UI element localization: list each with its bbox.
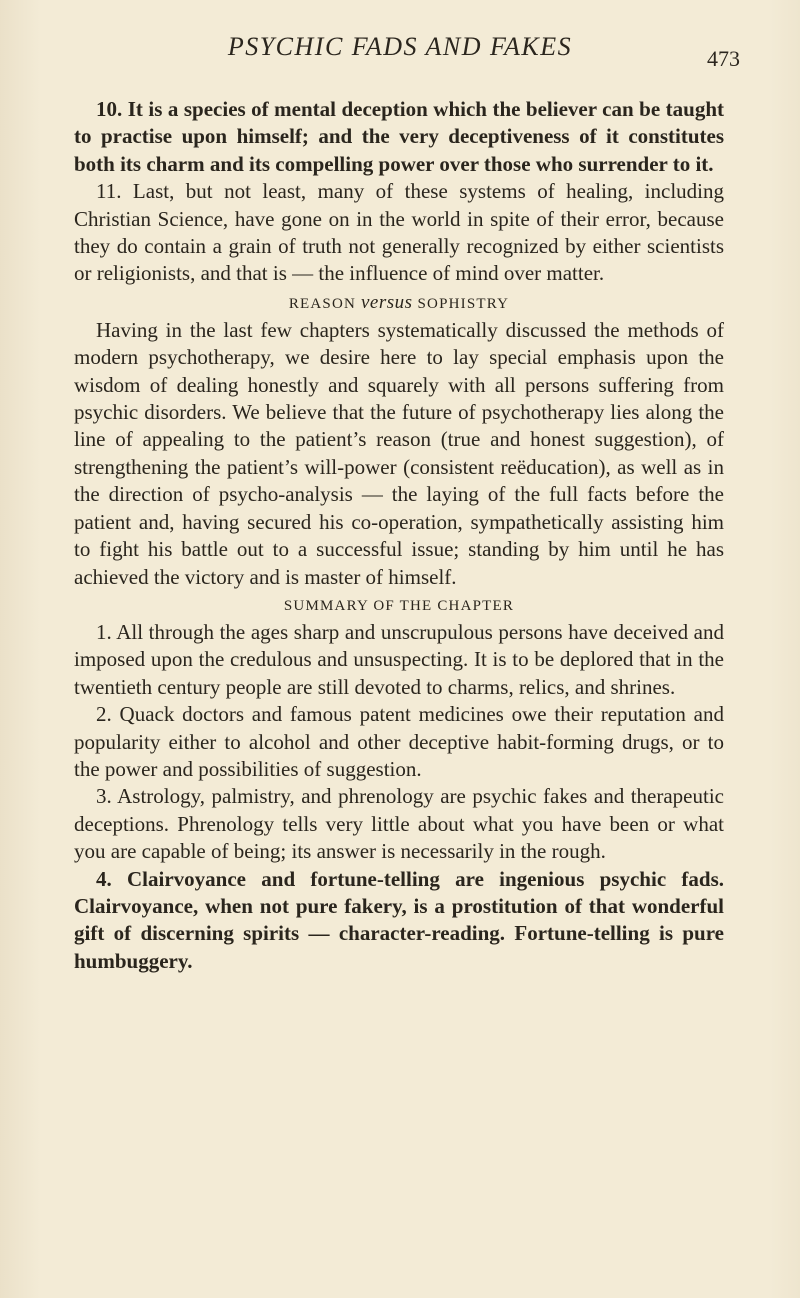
section-heading-reason-versus-sophistry	[74, 292, 724, 315]
section-heading-summary: SUMMARY OF THE CHAPTER	[283, 597, 515, 614]
paragraph-10: 10. It is a species of mental deception which the believer can be taught to practise upon himself; and the very deceptiveness of it constitutes both its charm and its compelling power over those who surrender to it.	[74, 97, 724, 176]
summary-item-3: 3. Astrology, palmistry, and phrenology are psychic fakes and therapeutic deceptions. Phrenology tells very little about what you have been or what you are capable of being; its answer is necessarily in the rough.	[74, 784, 724, 864]
page-number: 473	[707, 46, 740, 71]
body-text	[74, 96, 724, 975]
summary-item-2: 2. Quack doctors and famous patent medicines owe their reputation and popularity either to alcohol and other deceptive habit-forming drugs, or to the power and possibilities of suggestion.	[74, 702, 724, 781]
summary-item-4: 4. Clairvoyance and fortune-telling are ingenious psychic fads. Clairvoyance, when not pure fakery, is a prostitution of that wonderful gift of discerning spirits — character-reading. Fortune-telling is pure humbuggery.	[74, 866, 724, 973]
running-title: PSYCHIC FADS AND FAKES	[227, 32, 573, 61]
section-heading-part: REASON	[288, 295, 357, 312]
summary-item-1: 1. All through the ages sharp and unscrupulous persons have deceived and imposed upon the credulous and unsuspecting. It is to be deplored that in the twentieth century people are still devoted to charms, relics, and shrines.	[74, 619, 724, 699]
running-header	[0, 32, 800, 72]
paragraph-11: 11. Last, but not least, many of these systems of healing, including Christian Science, have gone on in the world in spite of their error, because they do contain a grain of truth not generally recognized by either scientists or religionists, and that is — the influence of mind over matter.	[74, 179, 724, 286]
section-heading-part: SOPHISTRY	[417, 295, 510, 312]
section-paragraph: Having in the last few chapters systematically discussed the methods of modern psychotherapy, we desire here to lay special emphasis upon the wisdom of dealing honestly and squarely with all persons suffering from psychic disorders. We believe that the future of psychotherapy lies along the line of appealing to the patient’s reason (true and honest suggestion), of strengthening the patient’s will-power (consistent reëducation), as well as in the direction of psycho-analysis — the laying of the full facts before the patient and, having secured his co-operation, sympathetically assisting him to fight his battle out to a successful issue; standing by him until he has achieved the victory and is master of himself.	[74, 317, 724, 589]
section-heading-italic: versus	[360, 291, 413, 313]
